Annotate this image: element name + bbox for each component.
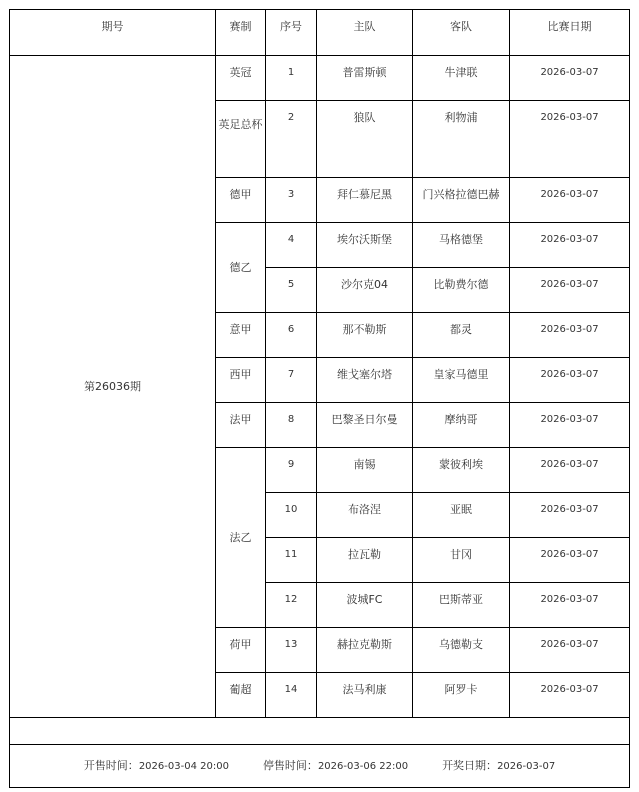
- home-team-cell: 布洛涅: [317, 493, 413, 538]
- match-schedule-table: [9, 9, 630, 788]
- league-cell: 英足总杯: [216, 101, 266, 178]
- header-away: 客队: [413, 10, 510, 56]
- away-team-cell: 比勒费尔德: [413, 268, 510, 313]
- home-team-cell: 维戈塞尔塔: [317, 358, 413, 403]
- away-team-cell: 皇家马德里: [413, 358, 510, 403]
- home-team-cell: 波城FC: [317, 583, 413, 628]
- league-cell: 法乙: [216, 448, 266, 628]
- match-date-cell: 2026-03-07: [510, 628, 630, 673]
- seq-cell: 5: [266, 268, 317, 313]
- header-home: 主队: [317, 10, 413, 56]
- match-date-cell: 2026-03-07: [510, 313, 630, 358]
- header-league: 赛制: [216, 10, 266, 56]
- match-date-cell: 2026-03-07: [510, 101, 630, 178]
- away-team-cell: 利物浦: [413, 101, 510, 178]
- league-cell: 法甲: [216, 403, 266, 448]
- sale-info: [10, 745, 630, 788]
- table-row: [10, 56, 630, 101]
- home-team-cell: 赫拉克勒斯: [317, 628, 413, 673]
- header-period: 期号: [10, 10, 216, 56]
- period-cell: 第26036期: [10, 56, 216, 718]
- seq-cell: 6: [266, 313, 317, 358]
- seq-cell: 14: [266, 673, 317, 718]
- away-team-cell: 甘冈: [413, 538, 510, 583]
- match-date-cell: 2026-03-07: [510, 673, 630, 718]
- match-date-cell: 2026-03-07: [510, 178, 630, 223]
- match-date-cell: 2026-03-07: [510, 268, 630, 313]
- draw-date: 开奖日期：2026-03-07: [442, 759, 556, 772]
- home-team-cell: 法马利康: [317, 673, 413, 718]
- league-cell: 西甲: [216, 358, 266, 403]
- seq-cell: 2: [266, 101, 317, 178]
- league-cell: 葡超: [216, 673, 266, 718]
- seq-cell: 4: [266, 223, 317, 268]
- away-team-cell: 巴斯蒂亚: [413, 583, 510, 628]
- home-team-cell: 埃尔沃斯堡: [317, 223, 413, 268]
- home-team-cell: 沙尔克04: [317, 268, 413, 313]
- seq-cell: 10: [266, 493, 317, 538]
- seq-cell: 9: [266, 448, 317, 493]
- match-date-cell: 2026-03-07: [510, 493, 630, 538]
- away-team-cell: 马格德堡: [413, 223, 510, 268]
- match-date-cell: 2026-03-07: [510, 56, 630, 101]
- seq-cell: 3: [266, 178, 317, 223]
- home-team-cell: 拉瓦勒: [317, 538, 413, 583]
- away-team-cell: 阿罗卡: [413, 673, 510, 718]
- away-team-cell: 门兴格拉德巴赫: [413, 178, 510, 223]
- home-team-cell: 那不勒斯: [317, 313, 413, 358]
- league-cell: 意甲: [216, 313, 266, 358]
- home-team-cell: 拜仁慕尼黑: [317, 178, 413, 223]
- header-date: 比赛日期: [510, 10, 630, 56]
- match-date-cell: 2026-03-07: [510, 223, 630, 268]
- league-cell: 英冠: [216, 56, 266, 101]
- seq-cell: 13: [266, 628, 317, 673]
- header-seq: 序号: [266, 10, 317, 56]
- home-team-cell: 普雷斯顿: [317, 56, 413, 101]
- home-team-cell: 巴黎圣日尔曼: [317, 403, 413, 448]
- league-cell: 德乙: [216, 223, 266, 313]
- seq-cell: 8: [266, 403, 317, 448]
- match-date-cell: 2026-03-07: [510, 583, 630, 628]
- match-date-cell: 2026-03-07: [510, 538, 630, 583]
- match-date-cell: 2026-03-07: [510, 358, 630, 403]
- footer-row: [10, 745, 630, 788]
- home-team-cell: 南锡: [317, 448, 413, 493]
- header-row: [10, 10, 630, 56]
- away-team-cell: 摩纳哥: [413, 403, 510, 448]
- seq-cell: 12: [266, 583, 317, 628]
- sale-start: 开售时间：2026-03-04 20:00: [83, 759, 229, 772]
- match-date-cell: 2026-03-07: [510, 403, 630, 448]
- seq-cell: 1: [266, 56, 317, 101]
- league-cell: 荷甲: [216, 628, 266, 673]
- away-team-cell: 牛津联: [413, 56, 510, 101]
- home-team-cell: 狼队: [317, 101, 413, 178]
- seq-cell: 7: [266, 358, 317, 403]
- sale-stop: 停售时间：2026-03-06 22:00: [262, 759, 409, 772]
- away-team-cell: 都灵: [413, 313, 510, 358]
- seq-cell: 11: [266, 538, 317, 583]
- away-team-cell: 亚眠: [413, 493, 510, 538]
- match-date-cell: 2026-03-07: [510, 448, 630, 493]
- spacer-row: [10, 718, 630, 745]
- away-team-cell: 乌德勒支: [413, 628, 510, 673]
- league-cell: 德甲: [216, 178, 266, 223]
- away-team-cell: 蒙彼利埃: [413, 448, 510, 493]
